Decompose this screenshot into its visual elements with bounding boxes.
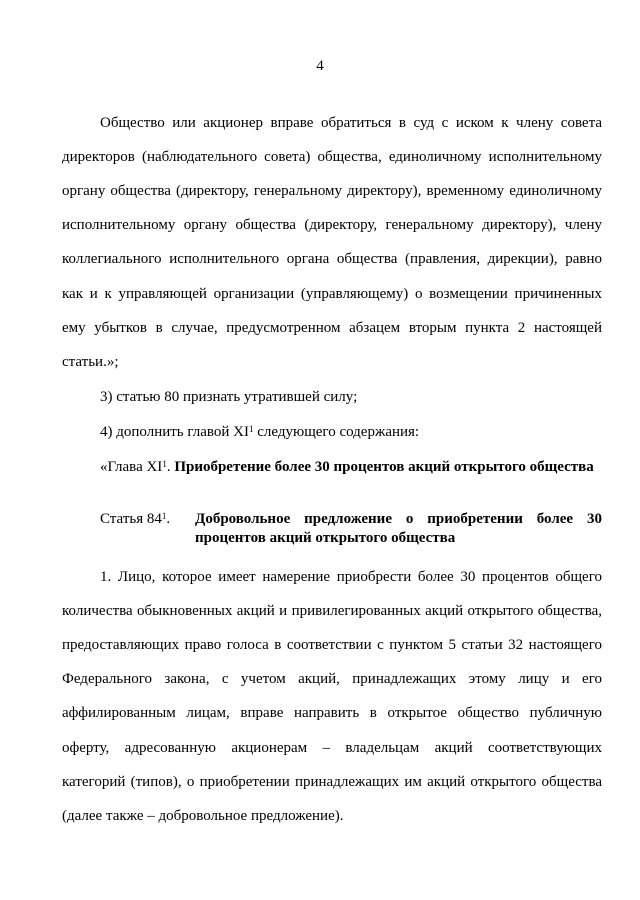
article-title-line: процентов акций открытого общества	[195, 530, 456, 546]
paragraph-line: Общество или акционер вправе обратиться в суд с иском к члену совета	[100, 115, 602, 131]
paragraph-line: как и к управляющей организации (управляющему) о возмещении причиненных	[62, 286, 602, 302]
paragraph-line: ему убытков в случае, предусмотренном абзацем вторым пункта 2 настоящей	[62, 320, 602, 336]
paragraph-line: органу общества (директору, генеральному директору), временному единоличному	[62, 183, 602, 199]
article-label	[100, 510, 170, 528]
chapter-title: Приобретение более 30 процентов акций открытого общества	[174, 459, 594, 475]
paragraph-line: оферту, адресованную акционерам – владельцам акций соответствующих	[62, 740, 602, 756]
paragraph-line: 1. Лицо, которое имеет намерение приобрести более 30 процентов общего	[100, 569, 602, 585]
page-number: 4	[316, 58, 324, 74]
paragraph-line: исполнительному органу общества (директору, генеральному директору), члену	[62, 217, 602, 233]
superscript: 1	[249, 424, 254, 434]
article-dot: .	[166, 511, 171, 527]
paragraph-line: коллегиального исполнительного органа общества (правления, дирекции), равно	[62, 251, 602, 267]
chapter-prefix: «Глава XI	[100, 459, 163, 475]
superscript: 1	[161, 511, 167, 521]
paragraph-line: статьи.»;	[62, 354, 119, 370]
chapter-heading	[100, 458, 640, 476]
superscript: 1	[162, 459, 167, 469]
article-number: Статья 84	[100, 511, 162, 527]
list-item-4-text-end: следующего содержания:	[253, 424, 420, 440]
paragraph-line: предоставляющих право голоса в соответствии с пунктом 5 статьи 32 настоящего	[62, 637, 602, 653]
paragraph-line: (далее также – добровольное предложение).	[62, 808, 344, 824]
list-item-3: 3) статью 80 признать утратившей силу;	[100, 389, 358, 405]
article-title-line: Добровольное предложение о приобретении более 30	[195, 511, 602, 527]
paragraph-line: категорий (типов), о приобретении принадлежащих им акций открытого общества	[62, 774, 602, 790]
paragraph-line: количества обыкновенных акций и привилегированных акций открытого общества,	[62, 603, 602, 619]
list-item-4	[100, 423, 640, 441]
paragraph-line: директоров (наблюдательного совета) общества, единоличному исполнительному	[62, 149, 602, 165]
chapter-dot: .	[166, 459, 175, 475]
paragraph-line: Федерального закона, с учетом акций, принадлежащих этому лицу и его	[62, 671, 602, 687]
list-item-4-text: 4) дополнить главой XI	[100, 424, 250, 440]
paragraph-line: аффилированным лицам, вправе направить в открытое общество публичную	[62, 705, 602, 721]
